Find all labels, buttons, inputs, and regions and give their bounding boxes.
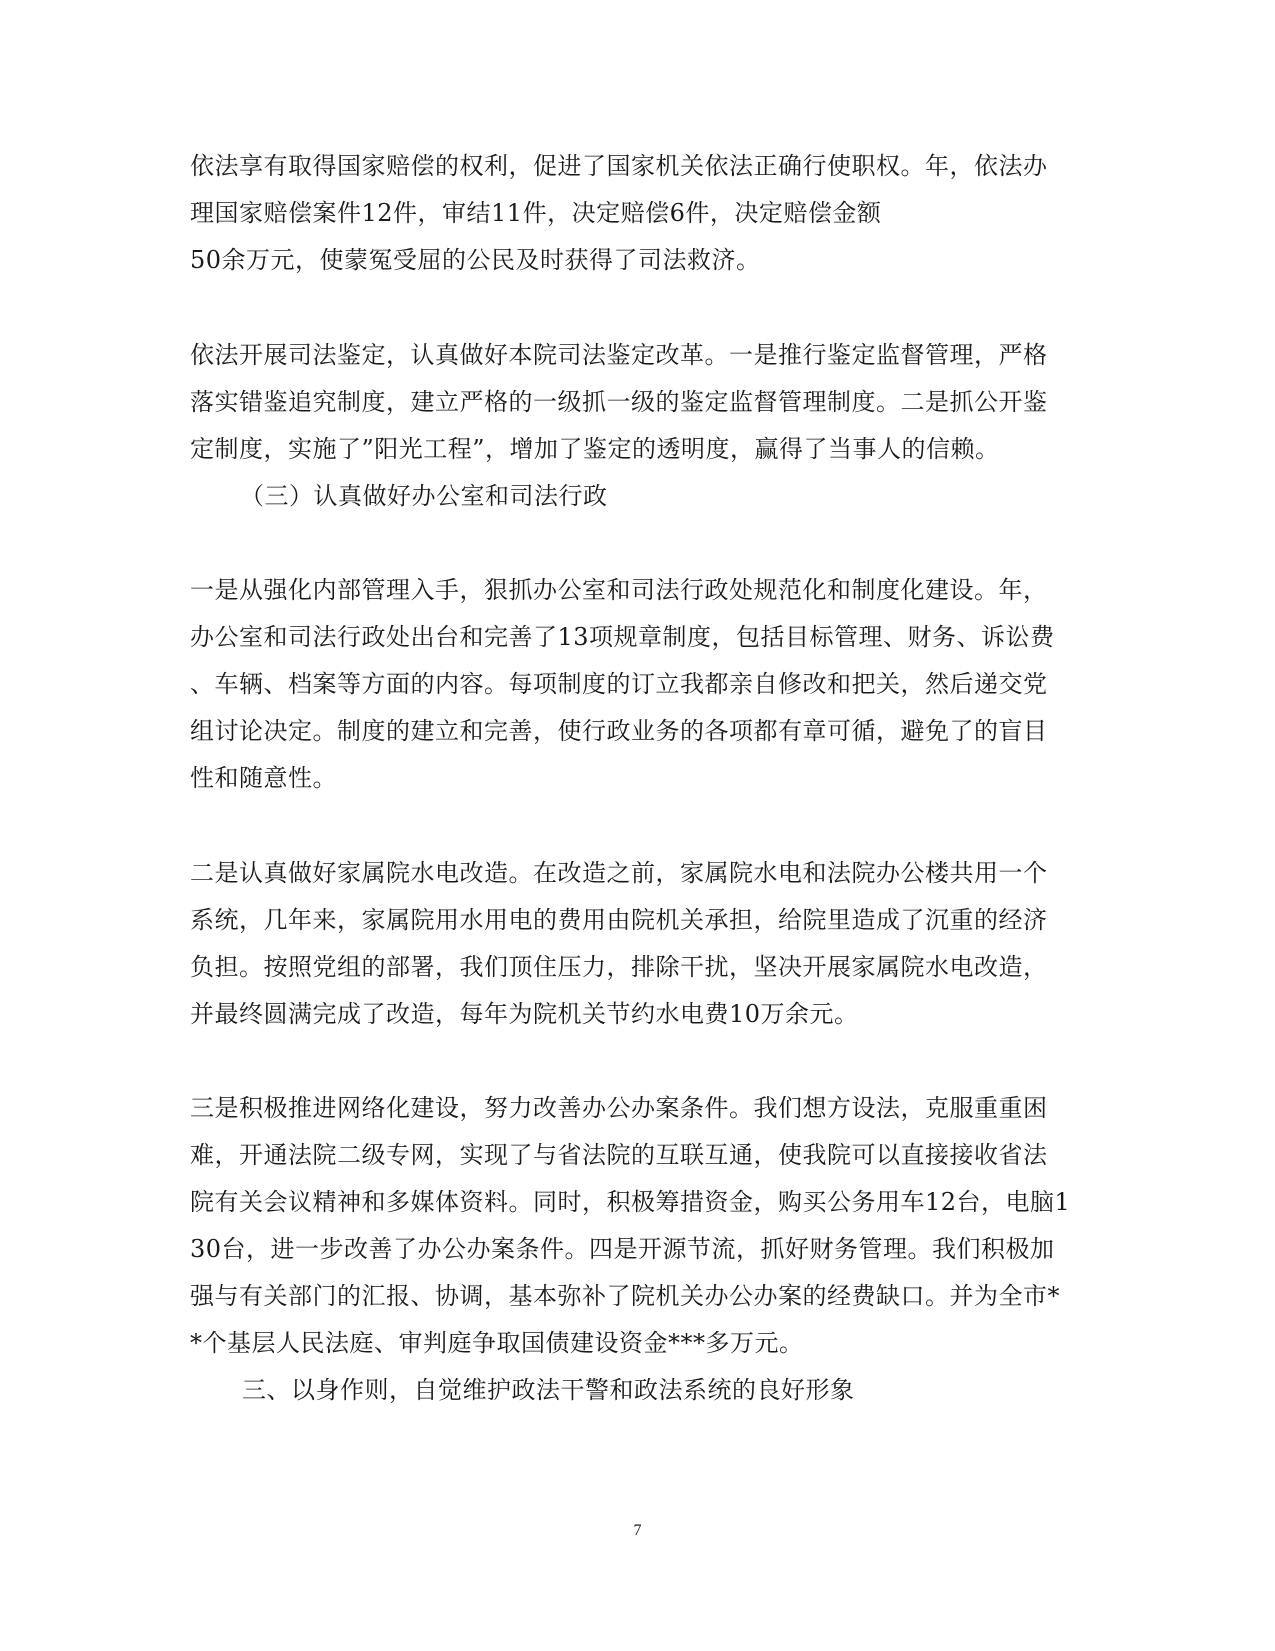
body-text-line: 二是认真做好家属院水电改造。在改造之前，家属院水电和法院办公楼共用一个 — [190, 859, 1048, 887]
body-text-line: 系统，几年来，家属院用水用电的费用由院机关承担，给院里造成了沉重的经济 — [190, 906, 1048, 934]
body-text-line: 30台，进一步改善了办公办案条件。四是开源节流，抓好财务管理。我们积极加 — [190, 1235, 1055, 1263]
body-text-line: 组讨论决定。制度的建立和完善，使行政业务的各项都有章可循，避免了的盲目 — [190, 717, 1048, 745]
section-heading: 三、以身作则，自觉维护政法干警和政法系统的良好形象 — [242, 1376, 855, 1404]
body-text-line: 落实错鉴追究制度，建立严格的一级抓一级的鉴定监督管理制度。二是抓公开鉴 — [190, 388, 1048, 416]
body-text-line: 办公室和司法行政处出台和完善了13项规章制度，包括目标管理、财务、诉讼费 — [190, 623, 1055, 651]
section-heading: （三）认真做好办公室和司法行政 — [240, 482, 608, 510]
body-text-line: 定制度，实施了”阳光工程”，增加了鉴定的透明度，赢得了当事人的信赖。 — [190, 435, 1000, 463]
body-text-line: *个基层人民法庭、审判庭争取国债建设资金***多万元。 — [190, 1329, 804, 1357]
page-number: 7 — [633, 1522, 642, 1539]
body-text-line: 依法开展司法鉴定，认真做好本院司法鉴定改革。一是推行鉴定监督管理，严格 — [190, 341, 1048, 369]
body-text-line: 负担。按照党组的部署，我们顶住压力，排除干扰，坚决开展家属院水电改造， — [190, 953, 1048, 981]
body-text-line: 理国家赔偿案件12件，审结11件，决定赔偿6件，决定赔偿金额 — [190, 199, 882, 227]
body-text-line: 依法享有取得国家赔偿的权利，促进了国家机关依法正确行使职权。年，依法办 — [190, 152, 1048, 180]
body-text-line: 强与有关部门的汇报、协调，基本弥补了院机关办公办案的经费缺口。并为全市* — [190, 1282, 1060, 1310]
body-text-line: 并最终圆满完成了改造，每年为院机关节约水电费10万余元。 — [190, 1000, 859, 1028]
body-text-line: 院有关会议精神和多媒体资料。同时，积极筹措资金，购买公务用车12台，电脑1 — [190, 1188, 1071, 1216]
body-text-line: 一是从强化内部管理入手，狠抓办公室和司法行政处规范化和制度化建设。年， — [190, 576, 1048, 604]
body-text-line: 难，开通法院二级专网，实现了与省法院的互联互通，使我院可以直接接收省法 — [190, 1141, 1048, 1169]
body-text-line: 50余万元，使蒙冤受屈的公民及时获得了司法救济。 — [190, 246, 761, 274]
body-text-line: 性和随意性。 — [190, 764, 337, 792]
body-text-line: 、车辆、档案等方面的内容。每项制度的订立我都亲自修改和把关，然后递交党 — [190, 670, 1048, 698]
body-text-line: 三是积极推进网络化建设，努力改善办公办案条件。我们想方设法，克服重重困 — [190, 1094, 1048, 1122]
